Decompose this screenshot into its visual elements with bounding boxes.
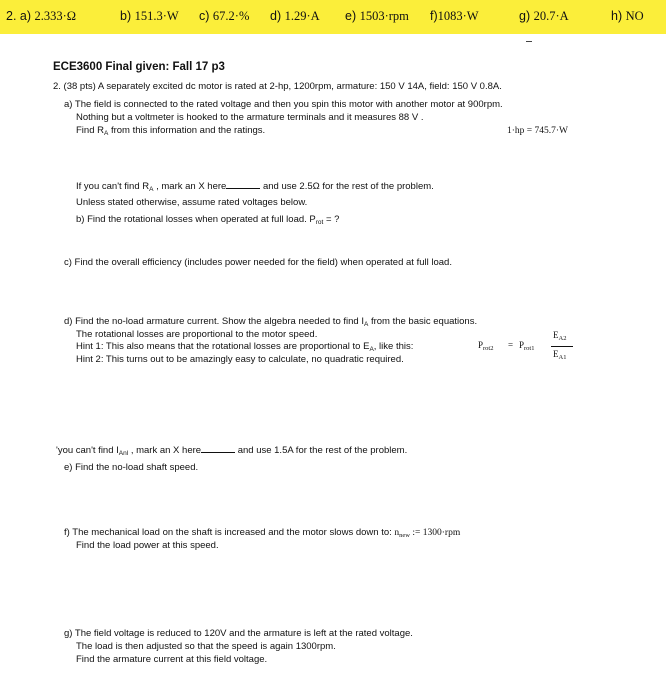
ra-x-blank[interactable] [226, 180, 260, 189]
ia-x-blank[interactable] [201, 444, 235, 453]
answer-e: e) 1503·rpm [345, 9, 409, 23]
hp-conversion-note: 1·hp = 745.7·W [507, 126, 569, 136]
part-f-line2: Find the load power at this speed. [76, 540, 219, 551]
problem-intro: 2. (38 pts) A separately excited dc motor is rated at 2-hp, 1200rpm, armature: 150 V 14A, field: 150 V 0.8A. [53, 81, 502, 92]
part-a-line1: a) The field is connected to the rated voltage and then you spin this motor with another motor at 900rpm. [64, 99, 503, 110]
part-c: c) Find the overall efficiency (includes power needed for the field) when operated at full load. [64, 257, 452, 268]
part-d-hint2: Hint 2: This turns out to be amazingly easy to calculate, no quadratic required. [76, 354, 404, 365]
part-d-line1: d) Find the no-load armature current. Show the algebra needed to find $I_A$ from the basic equations. [64, 316, 478, 328]
part-g-line2: The load is then adjusted so that the speed is again 1300rpm. [76, 641, 336, 652]
part-d-line2: The rotational losses are proportional to the motor speed. [76, 329, 318, 340]
part-e: e) Find the no-load shaft speed. [64, 462, 199, 473]
formula-numerator: $E_{A2}$ [553, 330, 567, 342]
part-g-line3: Find the armature current at this field voltage. [76, 654, 268, 665]
formula-lhs: $P_{rot2}$ [478, 340, 494, 352]
unless-line: Unless stated otherwise, assume rated voltages below. [76, 197, 308, 208]
ia-fallback-line: 'you can't find $I_{Anl}$ , mark an X here and use 1.5A for the rest of the problem. [56, 445, 408, 457]
formula-rhs: $P_{rot1}$ [519, 340, 535, 352]
page-header: ECE3600 Final given: Fall 17 p3 [53, 61, 225, 73]
part-a-line2: Nothing but a voltmeter is hooked to the armature terminals and it measures 88 V . [76, 112, 424, 123]
answer-b: b) 151.3·W [120, 9, 179, 23]
stray-dash [526, 41, 532, 42]
part-b: b) Find the rotational losses when operated at full load. $P_{rot}$ = ? [76, 214, 340, 226]
answer-a: 2. a) 2.333·Ω [6, 9, 77, 23]
part-a-line3: Find $R_A$ from this information and the ratings. [76, 125, 266, 137]
formula-denominator: $E_{A1}$ [553, 349, 567, 361]
answer-g: g) 20.7·A [519, 9, 569, 23]
part-f-line1: f) The mechanical load on the shaft is increased and the motor slows down to: $n_{new}$ := 1300·rpm [64, 527, 461, 539]
answer-f: f)1083·W [430, 9, 479, 23]
formula-fraction-bar [551, 346, 573, 347]
part-g-line1: g) The field voltage is reduced to 120V and the armature is left at the rated voltage. [64, 628, 413, 639]
formula-equals: = [508, 340, 514, 350]
part-d-hint1: Hint 1: This also means that the rotational losses are proportional to $E_A$, like this: [76, 341, 414, 353]
answer-d: d) 1.29·A [270, 9, 320, 23]
answer-c: c) 67.2·% [199, 9, 250, 23]
answer-h: h) NO [611, 9, 644, 23]
ra-fallback-line: If you can't find $R_A$ , mark an X here and use 2.5Ω for the rest of the problem. [76, 181, 434, 193]
